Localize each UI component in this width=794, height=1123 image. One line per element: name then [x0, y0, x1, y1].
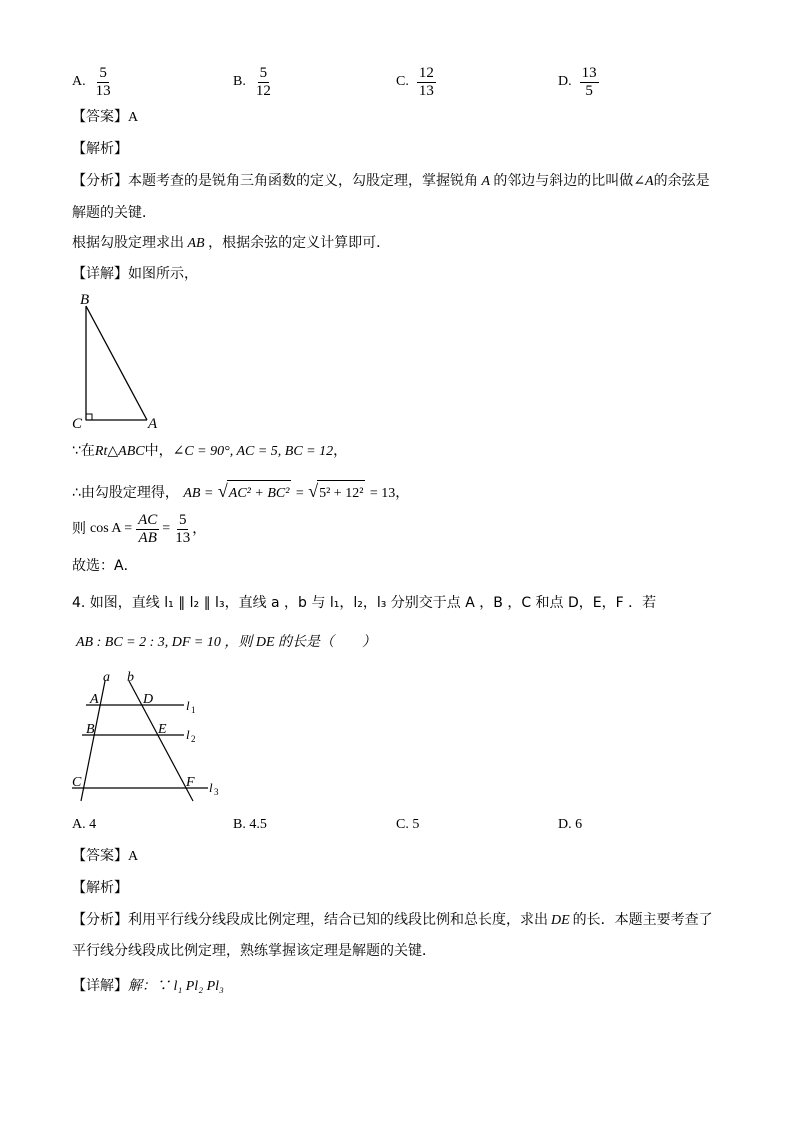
- q4-stem-line1: 4. 如图，直线 l₁ ∥ l₂ ∥ l₃，直线 a ，b 与 l₁，l₂，l₃ 分别交于点 A ，B ，C 和点 D，E，F ．若: [72, 595, 657, 611]
- q3-option-d: [558, 62, 599, 102]
- option-fraction: $\frac{5}{12}$: [255, 64, 271, 99]
- q3-cos-line: 则 cos A = $\frac{AC}{AB}$ = $\frac{5}{13}$ ，: [72, 511, 207, 546]
- q4-fenxi-line1: 【分析】利用平行线分线段成比例定理，结合已知的线段比例和总长度，求出 DE 的长．本题主要考查了: [72, 912, 713, 928]
- point-label-c: C: [72, 775, 82, 790]
- line-label-l2: l: [186, 727, 190, 742]
- vertex-label-a: A: [148, 416, 158, 432]
- line-label-b: b: [127, 670, 134, 685]
- q3-fenxi-line1: 【分析】本题考查的是锐角三角函数的定义，勾股定理，掌握锐角 A 的邻边与斜边的比叫做∠A的余弦是: [72, 173, 710, 189]
- option-letter: C.: [396, 74, 409, 89]
- option-fraction: $\frac{12}{13}$: [418, 64, 434, 99]
- q4-stem-line2: AB : BC = 2 : 3, DF = 10 ，则 DE 的长是（ ）: [76, 635, 377, 650]
- point-label-a: A: [90, 692, 99, 707]
- q4-answer: 【答案】A: [72, 848, 139, 864]
- point-label-d: D: [143, 692, 154, 707]
- option-letter: B.: [233, 74, 246, 89]
- q4-option-b: B. 4.5: [233, 817, 267, 832]
- point-label-f: F: [186, 775, 195, 790]
- q3-option-a: [72, 62, 113, 102]
- q4-detail: 【详解】解：∵ l₁ Pl₂ Pl₃: [72, 978, 224, 994]
- line-subscript-1: 1: [191, 705, 196, 715]
- q3-fenxi-line2: 解题的关键．: [72, 205, 156, 221]
- q3-pythagoras-line: ∴由勾股定理得， AB = √AC² + BC² = √5² + 12² = 13，: [72, 478, 409, 507]
- point-label-e: E: [158, 722, 167, 737]
- parallel-lines-figure: [68, 668, 228, 808]
- q3-fenxi-line3: 根据勾股定理求出 AB ，根据余弦的定义计算即可．: [72, 235, 391, 251]
- answer-value: A: [128, 110, 139, 125]
- answer-tag: 【答案】: [72, 109, 128, 125]
- option-letter: D.: [558, 74, 572, 89]
- point-label-b: B: [86, 722, 95, 737]
- q3-because-line: ∵在Rt△ABC中，∠C = 90°, AC = 5, BC = 12，: [72, 443, 348, 459]
- option-fraction: $\frac{5}{13}$: [95, 64, 111, 99]
- line-label-a: a: [103, 670, 110, 685]
- line-subscript-3: 3: [214, 787, 219, 797]
- option-fraction: $\frac{13}{5}$: [581, 64, 597, 99]
- line-label-l3: l: [209, 780, 213, 795]
- q4-option-c: C. 5: [396, 817, 420, 832]
- q3-choose: 故选：A．: [72, 558, 138, 574]
- vertex-label-b: B: [80, 292, 90, 308]
- vertex-label-c: C: [72, 416, 83, 432]
- line-subscript-2: 2: [191, 734, 196, 744]
- q4-option-d: D. 6: [558, 817, 583, 832]
- q4-option-a: A. 4: [72, 817, 97, 832]
- option-letter: A.: [72, 74, 86, 89]
- q4-analysis-tag: 【解析】: [72, 880, 128, 896]
- q3-option-b: [233, 62, 273, 102]
- q3-detail: 【详解】如图所示，: [72, 266, 198, 282]
- line-label-l1: l: [186, 698, 190, 713]
- q3-analysis-tag: 【解析】: [72, 141, 128, 157]
- q4-fenxi-line2: 平行线分线段成比例定理，熟练掌握该定理是解题的关键．: [72, 943, 436, 959]
- q3-option-c: [396, 62, 436, 102]
- q3-answer: [72, 107, 138, 128]
- right-triangle-figure: [68, 290, 178, 435]
